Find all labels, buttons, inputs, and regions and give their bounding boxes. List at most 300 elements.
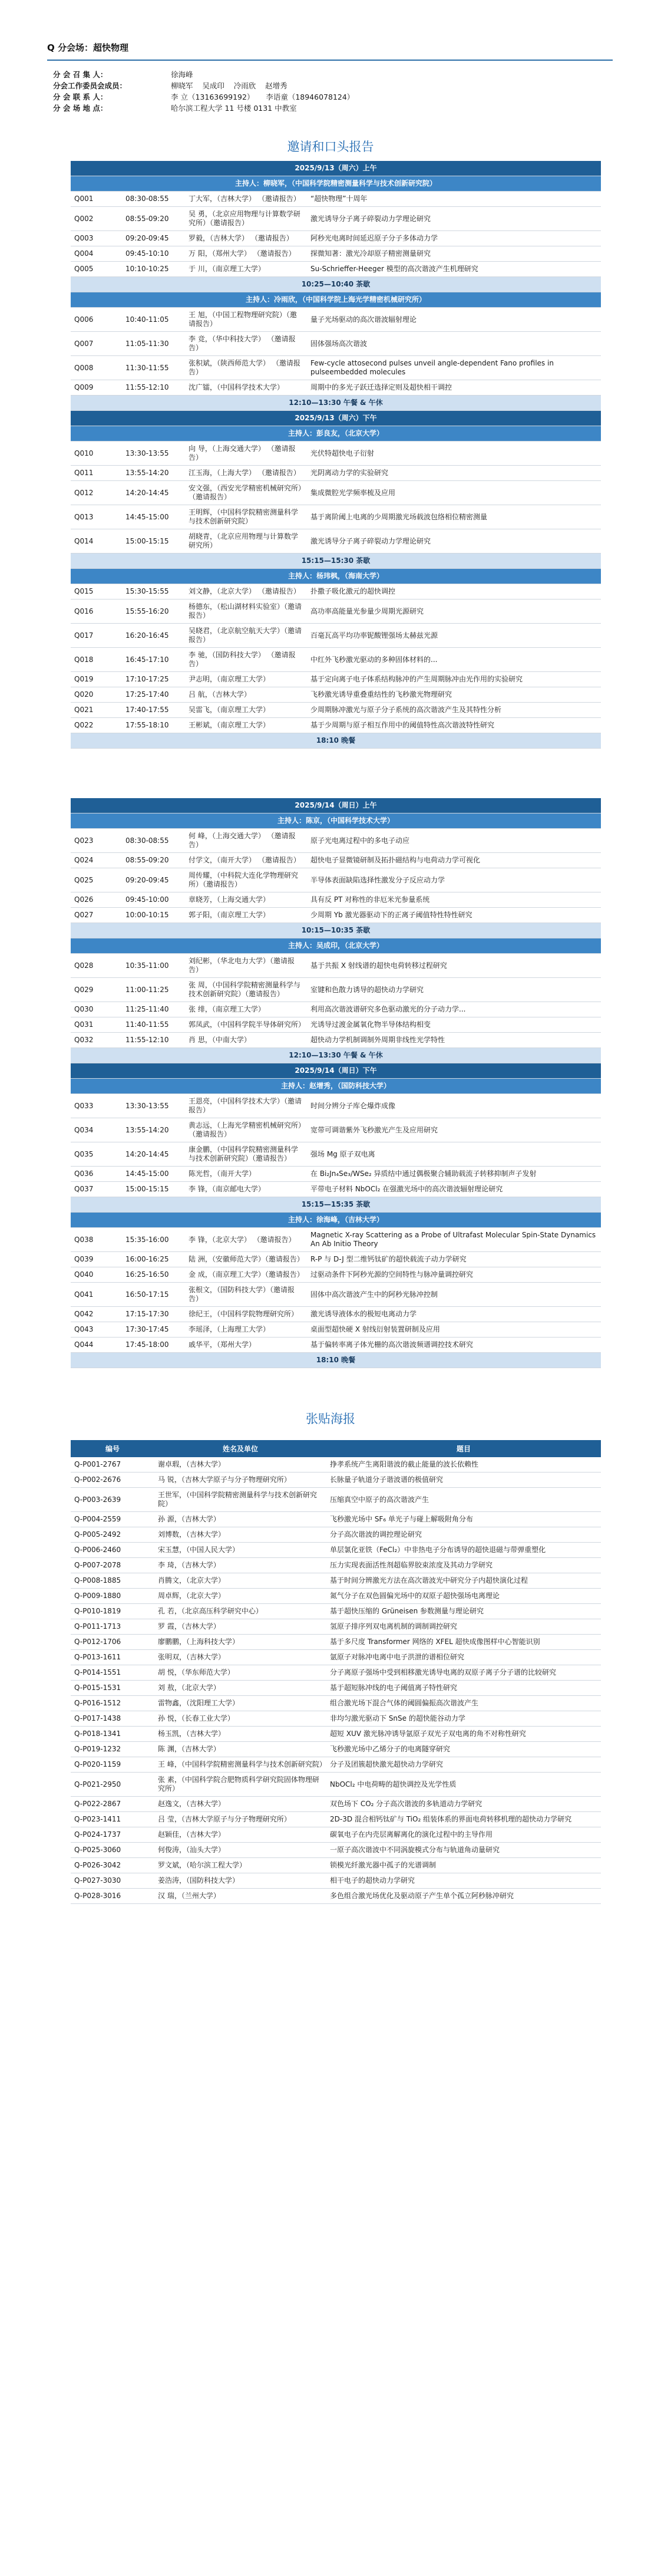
poster-author: 张明双，（吉林大学）	[154, 1650, 326, 1665]
break-band	[71, 554, 601, 569]
talk-row	[71, 908, 601, 923]
poster-title: 压缩真空中原子的高次谐波产生	[326, 1488, 601, 1512]
talk-title: 平带电子材料 NbOCl₂ 在强激光场中的高次谐波辐射理论研究	[307, 1182, 601, 1197]
poster-author: 赵逸文，（吉林大学）	[154, 1797, 326, 1812]
poster-author: 周卓辉，（北京大学）	[154, 1589, 326, 1604]
poster-title: 分子及团簇超快激光超快动力学研究	[326, 1757, 601, 1773]
talk-id: Q009	[71, 380, 122, 396]
poster-row	[71, 1512, 601, 1527]
talk-title: 探微知著：激光冷却原子精密测量研究	[307, 246, 601, 262]
talk-time: 14:20-14:45	[122, 1142, 185, 1167]
poster-title: 超短 XUV 激光脉冲诱导氩原子双光子双电离的角不对称性研究	[326, 1727, 601, 1742]
talk-time: 10:10-10:25	[122, 262, 185, 277]
talk-title: 在 Bi₂Jn₄Se₃/WSe₂ 异质结中通过偶极聚合辅助载流子转移抑制声子发射	[307, 1167, 601, 1182]
poster-row	[71, 1827, 601, 1843]
talk-time: 14:20-14:45	[122, 481, 185, 505]
talk-time: 09:45-10:10	[122, 246, 185, 262]
talk-time: 15:30-15:55	[122, 584, 185, 599]
poster-title: 长脉量子轨道分子谐波谱的极值研究	[326, 1473, 601, 1488]
poster-id: Q-P026-3042	[71, 1858, 154, 1873]
session-chair-band-text: 主持人：杨玮枫，（海南大学）	[71, 569, 601, 584]
info-value: 李 立（13163699192） 李语童（18946078124）	[171, 93, 355, 101]
session-info	[53, 69, 661, 114]
talk-speaker: 刘文静，（北京大学） （邀请报告）	[185, 584, 307, 599]
talk-id: Q042	[71, 1307, 122, 1322]
talk-time: 16:45-17:10	[122, 648, 185, 672]
talk-row	[71, 380, 601, 396]
poster-id: Q-P021-2950	[71, 1773, 154, 1797]
poster-id: Q-P022-2867	[71, 1797, 154, 1812]
info-key: 分 会 场 地 点：	[53, 104, 108, 113]
poster-row	[71, 1457, 601, 1473]
talk-speaker: 吕 航，（吉林大学）	[185, 687, 307, 703]
talk-time: 17:30-17:45	[122, 1322, 185, 1338]
talk-title: 周期中的多光子跃迁选择定则及超快相干调控	[307, 380, 601, 396]
session-date-band-text: 2025/9/14（周日）下午	[71, 1063, 601, 1079]
talk-time: 10:40-11:05	[122, 308, 185, 332]
poster-row	[71, 1797, 601, 1812]
talk-speaker: 付学文，（南开大学） （邀请报告）	[185, 853, 307, 868]
talk-time: 14:45-15:00	[122, 505, 185, 529]
session-date-band-text: 2025/9/14（周日）上午	[71, 798, 601, 813]
poster-row	[71, 1711, 601, 1727]
talk-row	[71, 1307, 601, 1322]
talk-speaker: 杨德东，（松山湖材料实验室）（邀请报告）	[185, 599, 307, 624]
talk-title: 飞秒激光诱导重叠重结性的飞秒激光物理研究	[307, 687, 601, 703]
dinner-band	[71, 733, 601, 749]
poster-id: Q-P010-1819	[71, 1604, 154, 1619]
talk-title: 时间分辨分子库仑爆炸成像	[307, 1094, 601, 1118]
talk-time: 09:20-09:45	[122, 231, 185, 246]
talk-row	[71, 1142, 601, 1167]
talk-row	[71, 1267, 601, 1283]
break-band-text: 15:15—15:30 茶歇	[71, 554, 601, 569]
talk-id: Q034	[71, 1118, 122, 1142]
talk-title: 少周期脉冲激光与原子分子系统的高次谐波产生及其特性分析	[307, 703, 601, 718]
break-band-text: 12:10—13:30 午餐 & 午休	[71, 1048, 601, 1063]
talk-speaker: 江玉海，（上海大学） （邀请报告）	[185, 466, 307, 481]
break-band-text: 12:10—13:30 午餐 & 午休	[71, 396, 601, 411]
poster-author: 李 琦，（吉林大学）	[154, 1558, 326, 1573]
talk-title: 光诱导过渡金属氧化物半导体结构相变	[307, 1017, 601, 1033]
talk-speaker: 郭凤武，（中国科学院半导体研究所）	[185, 1017, 307, 1033]
talk-speaker: 陈光哲，（南开大学）	[185, 1167, 307, 1182]
talk-id: Q026	[71, 892, 122, 908]
talk-time: 15:00-15:15	[122, 1182, 185, 1197]
talk-time: 11:25-11:40	[122, 1002, 185, 1017]
talk-row	[71, 978, 601, 1002]
poster-row	[71, 1812, 601, 1827]
talk-title: 具有反 PT 对称性的非厄米光参量系统	[307, 892, 601, 908]
poster-author: 刘 敖，（北京大学）	[154, 1681, 326, 1696]
poster-title: 相干电子的超快动力学研究	[326, 1873, 601, 1889]
poster-title: 挣孝系统产生离阳谐波的截止能量的波长依赖性	[326, 1457, 601, 1473]
poster-id: Q-P028-3016	[71, 1889, 154, 1904]
talk-id: Q031	[71, 1017, 122, 1033]
talk-row	[71, 672, 601, 687]
talk-row	[71, 356, 601, 380]
poster-id: Q-P016-1512	[71, 1696, 154, 1711]
talk-row	[71, 1182, 601, 1197]
poster-row	[71, 1527, 601, 1543]
talk-title: 激光诱导分子离子碎裂动力学理论研究	[307, 207, 601, 231]
talk-speaker: 于 川，（南京理工大学）	[185, 262, 307, 277]
poster-author: 王 峰，（中国科学院精密测量科学与技术创新研究院）	[154, 1757, 326, 1773]
talk-title: Few-cycle attosecond pulses unveil angle-dependent Fano profiles in pulseembedded molecules	[307, 356, 601, 380]
talk-id: Q043	[71, 1322, 122, 1338]
poster-title: 基于超快压缩的 Grüneisen 参数测量与理论研究	[326, 1604, 601, 1619]
dinner-band-text: 18:10 晚餐	[71, 1353, 601, 1368]
talk-title: 光伏特超快电子衍射	[307, 442, 601, 466]
session-date-band	[71, 411, 601, 426]
talk-row	[71, 1338, 601, 1353]
info-key: 分会工作委员会成员：	[53, 81, 127, 90]
talk-speaker: 李 锋，（北京大学） （邀请报告）	[185, 1228, 307, 1252]
session-chair-band	[71, 176, 601, 192]
poster-id: Q-P012-1706	[71, 1635, 154, 1650]
talk-row	[71, 1283, 601, 1307]
poster-title: NbOCl₂ 中电荷畴的超快调控及光学性质	[326, 1773, 601, 1797]
poster-row	[71, 1858, 601, 1873]
talk-id: Q027	[71, 908, 122, 923]
talk-id: Q005	[71, 262, 122, 277]
talk-time: 11:40-11:55	[122, 1017, 185, 1033]
break-band	[71, 923, 601, 938]
poster-id: Q-P027-3030	[71, 1873, 154, 1889]
talk-title: 扑撒子吸化激元的超快调控	[307, 584, 601, 599]
poster-author: 汉 瑞，（兰州大学）	[154, 1889, 326, 1904]
poster-row	[71, 1635, 601, 1650]
talk-id: Q029	[71, 978, 122, 1002]
poster-id: Q-P005-2492	[71, 1527, 154, 1543]
break-band-text: 10:15—10:35 茶歇	[71, 923, 601, 938]
talk-speaker: 罗毅，（吉林大学） （邀请报告）	[185, 231, 307, 246]
talk-speaker: 王 旭，（中国工程物理研究院）（邀请报告）	[185, 308, 307, 332]
info-row	[53, 80, 661, 91]
talk-speaker: 黄志远，（上海光学精密机械研究所）（邀请报告）	[185, 1118, 307, 1142]
poster-author: 廖鹏鹏，（上海科技大学）	[154, 1635, 326, 1650]
talk-id: Q022	[71, 718, 122, 733]
talk-title: 激光诱导分子离子碎裂动力学理论研究	[307, 529, 601, 554]
talk-row	[71, 192, 601, 207]
talk-time: 13:55-14:20	[122, 1118, 185, 1142]
talk-time: 13:30-13:55	[122, 442, 185, 466]
talk-row	[71, 231, 601, 246]
poster-row	[71, 1558, 601, 1573]
talk-time: 17:45-18:00	[122, 1338, 185, 1353]
talk-speaker: 沈广镭，（中国科学技术大学）	[185, 380, 307, 396]
poster-id: Q-P024-1737	[71, 1827, 154, 1843]
session-chair-band	[71, 1079, 601, 1094]
talk-row	[71, 868, 601, 892]
poster-title: 单层氯化亚铁（FeCl₂）中非热电子分布诱导的超快退磁与带弹重塑化	[326, 1543, 601, 1558]
talk-time: 10:35-11:00	[122, 954, 185, 978]
poster-title: 氮气分子在双色圆偏光场中的双原子超快强场电离理论	[326, 1589, 601, 1604]
talk-title: Su-Schrieffer-Heeger 模型的高次谐波产生机理研究	[307, 262, 601, 277]
talk-id: Q014	[71, 529, 122, 554]
poster-id: Q-P015-1531	[71, 1681, 154, 1696]
poster-id: Q-P020-1159	[71, 1757, 154, 1773]
talk-title: 强场 Mg 原子双电离	[307, 1142, 601, 1167]
session-chair-band-text: 主持人：吴成印，（北京大学）	[71, 938, 601, 954]
poster-row	[71, 1696, 601, 1711]
talks-heading: 邀请和口头报告	[287, 140, 374, 154]
info-row	[53, 103, 661, 114]
poster-author: 胡 悦，（华东师范大学）	[154, 1665, 326, 1681]
session-chair-band-text: 主持人：彭良友，（北京大学）	[71, 426, 601, 442]
poster-row	[71, 1843, 601, 1858]
poster-author: 张 素，（中国科学院合肥物质科学研究院固体物理研究所）	[154, 1773, 326, 1797]
poster-author: 罗 霞，（吉林大学）	[154, 1619, 326, 1635]
talk-time: 17:55-18:10	[122, 718, 185, 733]
talk-title: 过驱动条件下阿秒光源的空间特性与脉冲量调控研究	[307, 1267, 601, 1283]
talk-time: 17:40-17:55	[122, 703, 185, 718]
talk-row	[71, 718, 601, 733]
poster-author: 王世军，（中国科学院精密测量科学与技术创新研究院）	[154, 1488, 326, 1512]
poster-title: 多色组合激光场优化及驱动原子产生单个孤立阿秒脉冲研究	[326, 1889, 601, 1904]
break-band	[71, 1048, 601, 1063]
session-chair-band	[71, 938, 601, 954]
talk-time: 17:25-17:40	[122, 687, 185, 703]
poster-author: 刘博数，（吉林大学）	[154, 1527, 326, 1543]
poster-title: 飞秒激光场中乙烯分子的电离隧穿研究	[326, 1742, 601, 1757]
talk-row	[71, 1017, 601, 1033]
poster-title: 2D-3D 混合相钙钛矿与 TiO₂ 组装体系的界面电荷转移机理的超快动力学研究	[326, 1812, 601, 1827]
talk-speaker: 李 竞，（华中科技大学） （邀请报告）	[185, 332, 307, 356]
poster-id: Q-P019-1232	[71, 1742, 154, 1757]
session-date-band-text: 2025/9/13（周六）上午	[71, 161, 601, 176]
poster-id: Q-P025-3060	[71, 1843, 154, 1858]
poster-row	[71, 1589, 601, 1604]
talk-time: 11:30-11:55	[122, 356, 185, 380]
session-chair-band	[71, 813, 601, 829]
poster-id: Q-P003-2639	[71, 1488, 154, 1512]
talk-id: Q030	[71, 1002, 122, 1017]
talk-row	[71, 584, 601, 599]
talk-id: Q017	[71, 624, 122, 648]
poster-header-name: 姓名及单位	[154, 1440, 326, 1457]
talk-time: 08:55-09:20	[122, 207, 185, 231]
talk-time: 16:50-17:15	[122, 1283, 185, 1307]
poster-title: 基于超短脉冲线的电子阈值离子特性研究	[326, 1681, 601, 1696]
talk-time: 16:20-16:45	[122, 624, 185, 648]
poster-title: 分子高次谐波的调控理论研究	[326, 1527, 601, 1543]
talk-title: 室键和色散力诱导的超快动力学研究	[307, 978, 601, 1002]
poster-id: Q-P007-2078	[71, 1558, 154, 1573]
talk-time: 15:00-15:15	[122, 529, 185, 554]
talk-id: Q037	[71, 1182, 122, 1197]
talk-id: Q016	[71, 599, 122, 624]
talk-title: 中红外飞秒激光驱动的多种固体材料的...	[307, 648, 601, 672]
info-row	[53, 69, 661, 80]
session-date-band-text: 2025/9/13（周六）下午	[71, 411, 601, 426]
talk-id: Q040	[71, 1267, 122, 1283]
poster-table	[71, 1440, 601, 1904]
talk-speaker: 何 峰，（上海交通大学） （邀请报告）	[185, 829, 307, 853]
poster-title: 氩原子对脉冲电离中电子洪泄的谱相位研究	[326, 1650, 601, 1665]
talk-id: Q035	[71, 1142, 122, 1167]
poster-author: 宋玉慧，（中国人民大学）	[154, 1543, 326, 1558]
schedule-day2	[71, 798, 601, 1368]
talk-time: 09:20-09:45	[122, 868, 185, 892]
poster-row	[71, 1473, 601, 1488]
poster-title: 锁模光纤激光器中孤子的光谱调制	[326, 1858, 601, 1873]
talk-title: 高功率高能量光参量少周期光源研究	[307, 599, 601, 624]
poster-id: Q-P009-1880	[71, 1589, 154, 1604]
talk-time: 08:30-08:55	[122, 192, 185, 207]
talk-row	[71, 687, 601, 703]
talk-speaker: 陆 洲，（安徽师范大学）（邀请报告）	[185, 1252, 307, 1267]
schedule-day1	[71, 161, 601, 749]
poster-id: Q-P004-2559	[71, 1512, 154, 1527]
talk-speaker: 金 成，（南京理工大学）（邀请报告）	[185, 1267, 307, 1283]
poster-row	[71, 1650, 601, 1665]
talk-row	[71, 1167, 601, 1182]
poster-author: 陈 渊，（吉林大学）	[154, 1742, 326, 1757]
talk-row	[71, 207, 601, 231]
poster-row	[71, 1727, 601, 1742]
talk-time: 17:15-17:30	[122, 1307, 185, 1322]
poster-title: 压力实现表面活性剂超临界胶束浓度及其动力学研究	[326, 1558, 601, 1573]
break-band	[71, 1197, 601, 1213]
talk-title: 宽带可调谐紫外飞秒激光产生及应用研究	[307, 1118, 601, 1142]
talk-id: Q010	[71, 442, 122, 466]
talk-time: 09:45-10:00	[122, 892, 185, 908]
talk-speaker: 王恩亮，（中国科学技术大学）（邀请报告）	[185, 1094, 307, 1118]
talk-time: 13:30-13:55	[122, 1094, 185, 1118]
poster-title: 飞秒激光场中 SF₆ 单光子与碰上解吸附角分布	[326, 1512, 601, 1527]
talk-row	[71, 481, 601, 505]
info-key: 分 会 召 集 人：	[53, 70, 108, 79]
talk-speaker: 刘纪彬，（华北电力大学）（邀请报告）	[185, 954, 307, 978]
poster-title: 组合激光场下混合气体的阈圆偏振高次谐波产生	[326, 1696, 601, 1711]
info-value: 哈尔滨工程大学 11 号楼 0131 中教室	[171, 104, 297, 113]
poster-title: 双色场下 CO₂ 分子高次谐波的多轨道动力学研究	[326, 1797, 601, 1812]
talk-title: 基于共振 X 射线谱的超快电荷转移过程研究	[307, 954, 601, 978]
talk-title: 少周期 Yb 激光器驱动下的正离子阈值特性特性研究	[307, 908, 601, 923]
poster-row	[71, 1665, 601, 1681]
talk-time: 10:00-10:15	[122, 908, 185, 923]
talk-time: 11:00-11:25	[122, 978, 185, 1002]
talk-row	[71, 853, 601, 868]
talk-id: Q032	[71, 1033, 122, 1048]
talk-speaker: 周传耀，（中科院大连化学物理研究所）（邀请报告）	[185, 868, 307, 892]
poster-header-id: 编号	[71, 1440, 154, 1457]
talk-speaker: 吴晓君，（北京航空航天大学）（邀请报告）	[185, 624, 307, 648]
talk-speaker: 万 阳，（郑州大学） （邀请报告）	[185, 246, 307, 262]
poster-id: Q-P002-2676	[71, 1473, 154, 1488]
talk-id: Q012	[71, 481, 122, 505]
talk-id: Q039	[71, 1252, 122, 1267]
poster-author: 何俊涛，（汕头大学）	[154, 1843, 326, 1858]
talk-speaker: 尹志明，（南京理工大学）	[185, 672, 307, 687]
talk-time: 16:25-16:50	[122, 1267, 185, 1283]
session-date-band	[71, 161, 601, 176]
talk-title: 基于定向离子电子体系结构脉冲的产生周期脉冲由光作用的实验研究	[307, 672, 601, 687]
session-date-band	[71, 1063, 601, 1079]
talk-row	[71, 703, 601, 718]
talk-id: Q036	[71, 1167, 122, 1182]
talk-title: 固体强场高次谐波	[307, 332, 601, 356]
talk-title: 桌面型超快硬 X 射线衍射装置研制及应用	[307, 1322, 601, 1338]
talk-id: Q020	[71, 687, 122, 703]
poster-id: Q-P011-1713	[71, 1619, 154, 1635]
session-chair-band-text: 主持人：柳晓军，（中国科学院精密测量科学与技术创新研究院）	[71, 176, 601, 192]
poster-header-title: 题目	[326, 1440, 601, 1457]
poster-header-row	[71, 1440, 601, 1457]
poster-author: 杨玉凯，（吉林大学）	[154, 1727, 326, 1742]
talk-id: Q015	[71, 584, 122, 599]
poster-row	[71, 1773, 601, 1797]
talk-speaker: 张 周，（中国科学院精密测量科学与技术创新研究院）（邀请报告）	[185, 978, 307, 1002]
poster-id: Q-P006-2460	[71, 1543, 154, 1558]
poster-author: 雷物鑫，（沈阳理工大学）	[154, 1696, 326, 1711]
poster-author: 罗文斌，（哈尔滨工程大学）	[154, 1858, 326, 1873]
talk-time: 11:55-12:10	[122, 380, 185, 396]
talk-id: Q025	[71, 868, 122, 892]
talk-speaker: 李瑶泽，（上海理工大学）	[185, 1322, 307, 1338]
talk-title: 光阴离动力学的实验研究	[307, 466, 601, 481]
talk-id: Q007	[71, 332, 122, 356]
poster-author: 孙 悦，（长春工业大学）	[154, 1711, 326, 1727]
talk-id: Q023	[71, 829, 122, 853]
info-row	[53, 91, 661, 103]
poster-id: Q-P017-1438	[71, 1711, 154, 1727]
session-chair-band	[71, 1213, 601, 1228]
talk-id: Q008	[71, 356, 122, 380]
poster-row	[71, 1604, 601, 1619]
poster-id: Q-P014-1551	[71, 1665, 154, 1681]
talk-title: 基于偏转率离子体光栅的高次谐波频谱调控技术研究	[307, 1338, 601, 1353]
talk-time: 11:05-11:30	[122, 332, 185, 356]
break-band	[71, 277, 601, 292]
talk-speaker: 李 驰，（国防科技大学） （邀请报告）	[185, 648, 307, 672]
talk-speaker: 胡晓青，（北京应用物理与计算数学研究所）	[185, 529, 307, 554]
poster-title: 分子离原子强场中受到相移激光诱导电离的双原子离子分子谱的比较研究	[326, 1665, 601, 1681]
talk-speaker: 吴雷飞，（南京理工大学）	[185, 703, 307, 718]
poster-row	[71, 1619, 601, 1635]
talk-title: 百毫瓦高平均功率铌酸锂强场太赫兹光源	[307, 624, 601, 648]
dinner-band-text: 18:10 晚餐	[71, 733, 601, 749]
talk-id: Q003	[71, 231, 122, 246]
talk-title: Magnetic X-ray Scattering as a Probe of Ultrafast Molecular Spin-State Dynamics An Ab Initio Theory	[307, 1228, 601, 1252]
page-title: Q 分会场：超快物理	[47, 41, 613, 61]
talk-row	[71, 954, 601, 978]
posters-heading: 张贴海报	[306, 1412, 355, 1426]
poster-title: 氢原子排序列双电离机制的调制调控研究	[326, 1619, 601, 1635]
poster-title: 一原子高次谐波中不同涡旋模式分布与轨道角动量研究	[326, 1843, 601, 1858]
talk-speaker: 康金鹏，（中国科学院精密测量科学与技术创新研究院）（邀请报告）	[185, 1142, 307, 1167]
talk-time: 13:55-14:20	[122, 466, 185, 481]
talk-id: Q041	[71, 1283, 122, 1307]
talk-title: 集成微腔光学频率梳及应用	[307, 481, 601, 505]
break-band	[71, 396, 601, 411]
talk-row	[71, 466, 601, 481]
talk-row	[71, 1118, 601, 1142]
talk-title: 基于离阶阈上电离的少周期激光场载波包络相位精密测量	[307, 505, 601, 529]
poster-author: 肖腾文，（北京大学）	[154, 1573, 326, 1589]
poster-row	[71, 1742, 601, 1757]
break-band-text: 15:15—15:35 茶歇	[71, 1197, 601, 1213]
talk-speaker: 丁大军，（吉林大学） （邀请报告）	[185, 192, 307, 207]
talk-id: Q006	[71, 308, 122, 332]
talk-id: Q028	[71, 954, 122, 978]
talk-title: 固体中高次谐波产生中的阿秒光脉冲控制	[307, 1283, 601, 1307]
talk-id: Q011	[71, 466, 122, 481]
poster-title: 基于多尺度 Transformer 网络的 XFEL 超快成像图样中心智能识别	[326, 1635, 601, 1650]
poster-row	[71, 1681, 601, 1696]
session-chair-band	[71, 292, 601, 308]
